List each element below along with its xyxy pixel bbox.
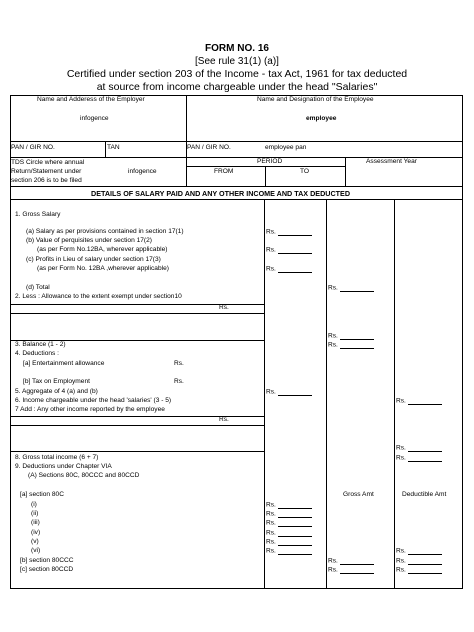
employee-pan-value: employee pan (265, 144, 307, 151)
grid-line (264, 199, 265, 588)
deductible-amt-header: Deductible Amt (402, 491, 447, 498)
sub-vi-amount-field[interactable]: Rs. (266, 548, 312, 555)
employer-tan-label: TAN (107, 144, 120, 151)
employer-pan-label: PAN / GIR NO. (11, 144, 55, 151)
employee-pan-label: PAN / GIR NO. (187, 144, 231, 151)
grid-line (10, 199, 463, 200)
row-less-allowance: 2. Less : Allowance to the extent exempt under section10 (15, 293, 182, 300)
rule-reference: [See rule 31(1) (a)] (195, 56, 279, 67)
salary-17-1-amount-field[interactable]: Rs. (266, 229, 312, 236)
row-other-income: 7 Add : Any other income reported by the employee (15, 406, 165, 413)
row-entertainment-allowance: [a] Entertainment allowance (23, 360, 105, 367)
section-80ccd-gross-field[interactable]: Rs. (328, 567, 374, 574)
sub-iv-amount-field[interactable]: Rs. (266, 530, 312, 537)
period-label: PERIOD (257, 158, 283, 165)
row-sub-i: (i) (31, 501, 37, 508)
row-section-80ccd: [c] section 80CCD (20, 566, 74, 573)
employee-name: employee (306, 115, 337, 122)
row-sub-v: (v) (31, 538, 39, 545)
row-sub-iii: (iii) (31, 519, 40, 526)
sub-ii-amount-field[interactable]: Rs. (266, 511, 312, 518)
grid-line (10, 425, 265, 426)
rs-label: Rs. (174, 360, 184, 367)
col3-amount-field-1[interactable]: Rs. (328, 333, 374, 340)
grid-line (265, 166, 266, 186)
row-section-80ccc: [b] section 80CCC (20, 557, 74, 564)
sub-i-amount-field[interactable]: Rs. (266, 502, 312, 509)
row-aggregate: 5. Aggregate of 4 (a) and (b) (15, 388, 98, 395)
sub-iii-amount-field[interactable]: Rs. (266, 520, 312, 527)
employer-name: infogence (80, 115, 109, 122)
total-amount-field[interactable]: Rs. (328, 285, 374, 292)
grid-line (10, 141, 463, 142)
row-salary-17-1: (a) Salary as per provisions contained in section 17(1) (26, 228, 184, 235)
row-profits-17-3: (c) Profits in Lieu of salary under section 17(3) (26, 256, 161, 263)
assessment-year-label: Assessment Year (366, 158, 417, 165)
period-from-label: FROM (214, 168, 234, 175)
row-chapter-via: 9. Deductions under Chapter VIA (15, 463, 112, 470)
section-80ccc-gross-field[interactable]: Rs. (328, 558, 374, 565)
aggregate-amount-field[interactable]: Rs. (266, 389, 312, 396)
grid-line (345, 157, 346, 186)
grid-line (105, 141, 106, 157)
sub-v-amount-field[interactable]: Rs. (266, 539, 312, 546)
income-salaries-amount-field[interactable]: Rs. (396, 398, 442, 405)
row-deductions: 4. Deductions : (15, 350, 59, 357)
row-sub-vi: (vi) (31, 547, 41, 554)
employee-label: Name and Designation of the Employee (257, 96, 374, 103)
row-perquisites-note: (as per Form No.12BA, wherever applicable) (37, 246, 168, 253)
balance-amount-field[interactable]: Rs. (328, 342, 374, 349)
gross-amt-header: Gross Amt (343, 491, 374, 498)
rs-label: Rs. (219, 304, 229, 311)
tds-circle-label-3: section 206 is to be filed (11, 177, 82, 184)
row-total: (d) Total (26, 284, 50, 291)
row-sub-iv: (iv) (31, 529, 41, 536)
table-border-bottom (10, 588, 463, 589)
certification-line-1: Certified under section 203 of the Income - tax Act, 1961 for tax deducted (66, 68, 408, 80)
profits-amount-field[interactable]: Rs. (266, 266, 312, 273)
details-title: DETAILS OF SALARY PAID AND ANY OTHER INCOME AND TAX DEDUCTED (91, 189, 351, 198)
row-section-80c: [a] section 80C (20, 491, 64, 498)
row-balance: 3. Balance (1 - 2) (15, 341, 66, 348)
row-gross-salary: 1. Gross Salary (15, 211, 61, 218)
row-income-salaries: 6. Income chargeable under the head 'salaries' (3 - 5) (15, 397, 172, 404)
col4-amount-field-1[interactable]: Rs. (396, 445, 442, 452)
section-80ccd-deductible-field[interactable]: Rs. (396, 567, 442, 574)
perquisites-amount-field[interactable]: Rs. (266, 247, 312, 254)
rs-label: Rs. (174, 378, 184, 385)
tds-circle-label-2: Return/Statement under (11, 168, 82, 175)
grid-line (326, 199, 327, 588)
tds-circle-value: infogence (128, 168, 157, 175)
certification-line-2: at source from income chargeable under the head "Salaries" (96, 81, 378, 93)
row-sub-ii: (ii) (31, 510, 39, 517)
employer-label: Name and Adderess of the Employer (37, 96, 145, 103)
sub-vi-deductible-field[interactable]: Rs. (396, 548, 442, 555)
grid-line (10, 451, 265, 452)
grid-line (462, 95, 463, 589)
form-number: FORM NO. 16 (205, 43, 269, 54)
gross-total-income-amount-field[interactable]: Rs. (396, 455, 442, 462)
tds-circle-label-1: TDS Circle where annual (11, 159, 85, 166)
row-tax-on-employment: [b] Tax on Employment (23, 378, 90, 385)
period-to-label: TO (300, 168, 310, 175)
grid-line (10, 313, 265, 314)
section-80ccc-deductible-field[interactable]: Rs. (396, 558, 442, 565)
row-perquisites-17-2: (b) Value of perquisites under section 17(2) (26, 237, 152, 244)
grid-line (394, 199, 395, 588)
row-sections-80c: (A) Sections 80C, 80CCC and 80CCD (28, 472, 140, 479)
row-gross-total-income: 8. Gross total income (6 + 7) (15, 454, 99, 461)
grid-line (186, 95, 187, 186)
row-profits-note: (as per Form No. 12BA ,wherever applicable) (37, 265, 169, 272)
grid-line (10, 186, 463, 187)
rs-label: Rs. (219, 416, 229, 423)
